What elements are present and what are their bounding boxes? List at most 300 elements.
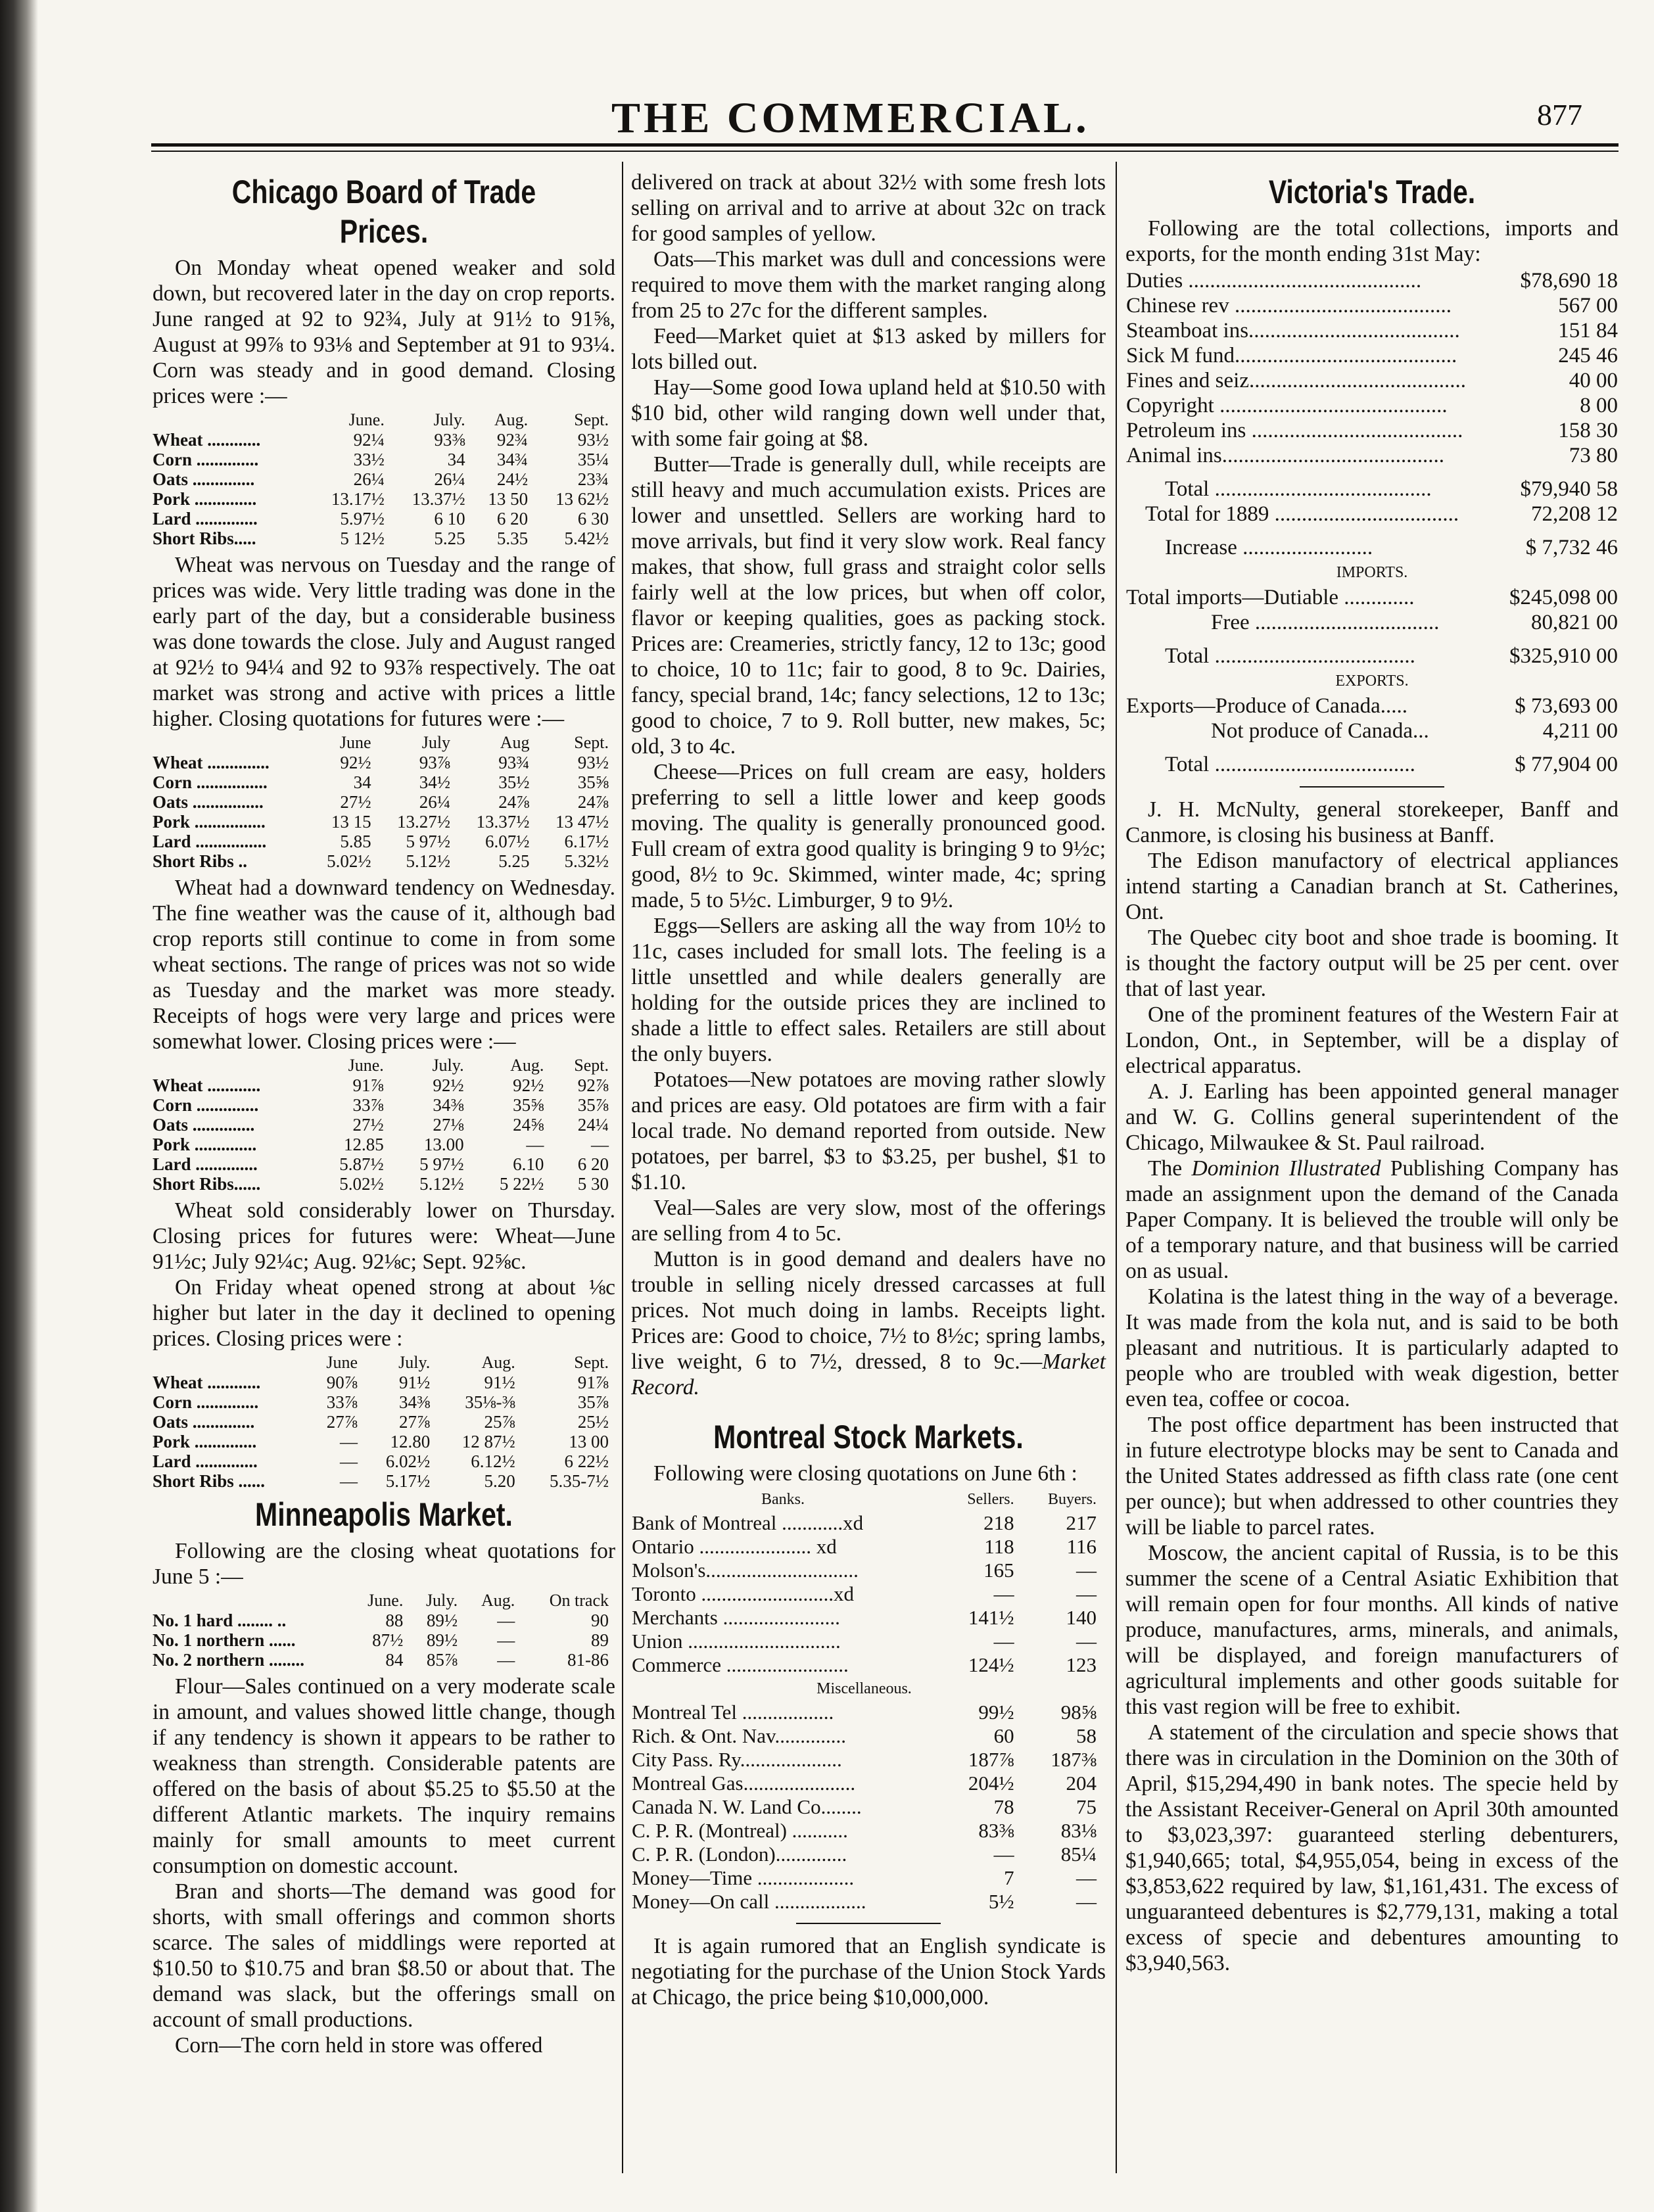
table-row	[1125, 368, 1619, 393]
col-header: July.	[425, 1591, 458, 1610]
victoria-heading: Victoria's Trade.	[1268, 174, 1476, 210]
price-cell: 92½	[340, 753, 371, 772]
price-cell: 23¾	[577, 469, 609, 489]
quote-cell: —	[1076, 1559, 1097, 1582]
quote-cell: 218	[983, 1511, 1014, 1534]
quote-cell: 118	[984, 1535, 1014, 1558]
col-header-banks: Banks.	[761, 1491, 805, 1508]
price-cell: 13 62½	[555, 489, 609, 509]
price-cell: 89	[591, 1630, 609, 1650]
news-note: Kolatina is the latest thing in the way of a beverage. It was made from the kola nut, and is said to be both pleasant and nutritious. It is particularly adapted to people who are troubled with weak digestion, better even tea, coffee or cocoa.	[1125, 1284, 1619, 1411]
table-row	[153, 1611, 615, 1630]
masthead: THE COMMERCIAL.	[611, 94, 1090, 142]
row-label: Short Ribs.....	[153, 529, 256, 548]
price-cell: 27⅞	[326, 1412, 358, 1432]
quote-cell: 85¼	[1060, 1843, 1097, 1866]
quote-cell: —	[993, 1582, 1014, 1605]
price-cell: 6 10	[434, 509, 465, 529]
price-cell: 5.25	[498, 851, 530, 871]
table-row	[153, 1630, 615, 1650]
increase-value: $ 7,732 46	[1525, 536, 1618, 559]
minneapolis-paragraph: Following are the closing wheat quotations for June 5 :—	[153, 1539, 615, 1589]
news-note: One of the prominent features of the Western Fair at London, Ont., in September, will be a display of electrical apparatus.	[1125, 1002, 1619, 1078]
price-cell: 6.10	[513, 1154, 544, 1174]
chicago-paragraph: Wheat sold considerably lower on Thursday. Closing prices for futures were: Wheat—June 91½c; July 92¼c; Aug. 92⅛c; Sept. 92⅝c.	[153, 1198, 615, 1274]
chicago-prices-table	[153, 1056, 615, 1194]
row-label: Corn ..............	[153, 450, 259, 469]
table-row	[153, 772, 615, 792]
news-note: The post office department has been instructed that in future electrotype blocks may be sent to Canada and the United States addressed as fifth class rate (one cent per ounce); but when addressed to other countries they will be liable to parcel rates.	[1125, 1413, 1619, 1540]
minneapolis-paragraph: Corn—The corn held in store was offered	[175, 2033, 543, 2058]
price-cell: 91⅞	[352, 1075, 384, 1095]
quote-cell: 124½	[968, 1653, 1014, 1676]
col-header: Sept.	[574, 410, 609, 429]
price-cell: 34⅜	[433, 1095, 464, 1115]
table-row	[631, 1748, 1106, 1772]
table-row	[1125, 418, 1619, 443]
market-paragraph: Eggs—Sellers are asking all the way from 10½ to 11c, cases included for small lots. The feeling is a little unsettled and while dealers generally are holding for the outside prices they are inclined to shade a little to effect sales. Retailers are still about the only buyers.	[631, 914, 1106, 1066]
price-cell: —	[497, 1611, 515, 1630]
price-cell: 5.32½	[564, 851, 609, 871]
table-row	[631, 1630, 1106, 1653]
news-note: J. H. McNulty, general storekeeper, Banff and Canmore, is closing his business at Banff.	[1125, 797, 1619, 847]
quote-cell: —	[993, 1630, 1014, 1653]
market-paragraph: delivered on track at about 32½ with some fresh lots selling on arrival and to arrive at about 32c on track for good samples of yellow.	[631, 170, 1106, 246]
row-label: Wheat ............	[153, 430, 261, 450]
quote-cell: 204½	[968, 1772, 1014, 1795]
price-cell: 5.12½	[406, 851, 451, 871]
price-cell: 93⅞	[419, 753, 451, 772]
price-cell: 5.85	[340, 832, 371, 851]
price-cell: 13 15	[331, 812, 371, 832]
price-cell: 5.42½	[564, 529, 609, 548]
row-label: No. 1 hard ........ ..	[153, 1611, 287, 1630]
col-header	[153, 410, 310, 430]
collection-label: Animal ins.........................................	[1126, 444, 1444, 467]
scan-edge-shadow	[0, 0, 38, 2212]
table-row	[153, 509, 615, 529]
price-cell: 93¾	[498, 753, 530, 772]
collection-value: 73 80	[1569, 444, 1618, 467]
table-row	[631, 1772, 1106, 1795]
row-label: Corn ..............	[153, 1392, 259, 1412]
stock-name: Merchants .......................	[632, 1606, 840, 1629]
col-header: June	[326, 1353, 358, 1372]
price-cell: 33½	[353, 450, 385, 469]
section-separator	[1300, 786, 1444, 788]
table-row	[631, 1866, 1106, 1890]
quote-cell: 7	[1004, 1866, 1014, 1889]
table-row	[153, 1135, 615, 1154]
price-cell: 5.17½	[385, 1471, 431, 1491]
price-cell: 35½	[498, 772, 530, 792]
row-label: Oats ..............	[153, 469, 255, 489]
chicago-paragraph: On Friday wheat opened strong at about ⅛c higher but later in the day it declined to opening prices. Closing prices were :	[153, 1275, 615, 1351]
stock-name: Canada N. W. Land Co........	[632, 1795, 862, 1818]
price-cell: 24⅝	[513, 1115, 544, 1135]
price-cell: 35⅝	[577, 772, 609, 792]
price-cell: —	[340, 1432, 358, 1451]
price-cell: 24⅞	[498, 792, 530, 812]
quote-cell: 165	[983, 1559, 1014, 1582]
row-label: No. 2 northern ........	[153, 1650, 304, 1670]
minneapolis-table	[153, 1591, 615, 1670]
price-cell: 13.37½	[476, 812, 530, 832]
price-cell: 34½	[419, 772, 451, 792]
price-cell: 89½	[426, 1611, 458, 1630]
price-cell: 24½	[496, 469, 529, 489]
price-cell: 92⅞	[577, 1075, 609, 1095]
section-separator	[796, 1923, 941, 1924]
price-cell: 93½	[577, 753, 609, 772]
collection-value: 151 84	[1558, 319, 1618, 342]
exports-not-canada-value: 4,211 00	[1542, 719, 1618, 743]
table-row	[1125, 268, 1619, 293]
table-row	[1125, 343, 1619, 368]
price-cell: 35⅞	[577, 1392, 609, 1412]
table-row	[153, 469, 615, 489]
col-header	[153, 1056, 310, 1075]
price-cell: —	[497, 1650, 515, 1670]
column-rule-1	[622, 162, 623, 2173]
chicago-heading: Chicago Board of Trade Prices.	[231, 174, 536, 250]
row-label: Short Ribs......	[153, 1174, 261, 1194]
price-cell: 5.35	[496, 529, 529, 548]
syndicate-note: It is again rumored that an English syndicate is negotiating for the purchase of the Union Stock Yards at Chicago, the price being $10,000,000.	[631, 1934, 1106, 2010]
header-rule-bottom	[151, 151, 1619, 152]
price-cell: 12 87½	[461, 1432, 515, 1451]
row-label: Short Ribs ..	[153, 851, 248, 871]
price-cell: 5 22½	[499, 1174, 544, 1194]
dominion-post: Publishing Company has made an assignment upon the demand of the Canada Paper Company. It is believed the trouble will only be of a temporary nature, and that business will be carried on as usual.	[1125, 1156, 1619, 1283]
price-cell: 35¼	[577, 450, 609, 469]
col-header: July.	[398, 1353, 431, 1372]
price-cell: 26¼	[353, 469, 385, 489]
table-row	[153, 1451, 615, 1471]
table-row	[631, 1819, 1106, 1843]
table-row	[153, 792, 615, 812]
table-row	[631, 1535, 1106, 1559]
table-row	[153, 1154, 615, 1174]
row-label: Oats ..............	[153, 1115, 255, 1135]
collection-value: 158 30	[1558, 419, 1618, 442]
table-row	[153, 753, 615, 772]
price-cell: 5.02½	[339, 1174, 384, 1194]
price-cell: 6.02½	[385, 1451, 431, 1471]
mutton-text: Mutton is in good demand and dealers have no trouble in selling nicely dressed carcasses at full prices. Not much doing in lambs. Receipts light. Prices are: Good to choice, 7½ to 8½c; spring lambs, live weight, 6 to 7½, dressed, 8 to 9c.—	[631, 1247, 1106, 1374]
imports-total-value: $325,910 00	[1509, 644, 1618, 668]
table-row	[631, 1724, 1106, 1748]
collection-label: Duties ...........................................	[1126, 269, 1422, 293]
table-row	[153, 1115, 615, 1135]
price-cell: 6.17½	[564, 832, 609, 851]
column-3	[1125, 170, 1619, 1976]
news-note: The Quebec city boot and shoe trade is booming. It is thought the factory output will be 25 per cent. over that of last year.	[1125, 926, 1619, 1001]
collection-label: Steamboat ins.......................................	[1126, 319, 1460, 342]
col-header: July.	[433, 410, 465, 429]
price-cell: 92¼	[353, 430, 385, 450]
table-row	[153, 1075, 615, 1095]
table-row	[631, 1843, 1106, 1866]
col-header: Aug.	[494, 410, 529, 429]
col-header-buyers: Buyers.	[1048, 1491, 1097, 1508]
chicago-paragraph: Wheat had a downward tendency on Wednesday. The fine weather was the cause of it, although bad crop reports still continue to come in from some wheat sections. The range of prices was not so wide as Tuesday and the market was more steady. Receipts of hogs were very large and prices were somewhat lower. Closing prices were :—	[153, 876, 615, 1054]
stock-name: Ontario ...................... xd	[632, 1535, 837, 1558]
col-header: Sept.	[574, 1056, 609, 1075]
col-header	[153, 1591, 350, 1611]
misc-label: Miscellaneous.	[816, 1680, 912, 1697]
total-value: $79,940 58	[1520, 477, 1618, 501]
price-cell: 5 97½	[406, 832, 451, 851]
row-label: Wheat ............	[153, 1373, 261, 1392]
quote-cell: 140	[1066, 1606, 1097, 1629]
exports-canada-label: Exports—Produce of Canada.....	[1126, 694, 1407, 718]
table-row	[153, 430, 615, 450]
row-label: Lard ................	[153, 832, 267, 851]
row-label: Oats ..............	[153, 1412, 255, 1432]
col-header: June.	[348, 1056, 384, 1075]
victoria-trade-table	[1125, 268, 1619, 777]
price-cell: 5 12½	[340, 529, 385, 548]
column-2	[631, 170, 1106, 2010]
table-row	[631, 1701, 1106, 1724]
row-label: Wheat ............	[153, 1075, 261, 1095]
table-row	[153, 812, 615, 832]
price-cell: 5.02½	[327, 851, 371, 871]
row-label: Corn ..............	[153, 1095, 259, 1115]
stock-name: C. P. R. (Montreal) ...........	[632, 1819, 848, 1842]
price-cell: 91½	[399, 1373, 431, 1392]
quote-cell: —	[1076, 1866, 1097, 1889]
dominion-note	[1125, 1156, 1619, 1284]
price-cell: —	[497, 1630, 515, 1650]
montreal-stock-table	[631, 1488, 1106, 1914]
price-cell: 6 20	[577, 1154, 609, 1174]
exports-not-canada-label: Not produce of Canada...	[1211, 719, 1429, 743]
collection-label: Sick M fund.........................................	[1126, 344, 1457, 367]
header-rule-top	[151, 143, 1619, 147]
imports-dutiable-value: $245,098 00	[1509, 586, 1618, 609]
price-cell: 92½	[433, 1075, 464, 1095]
row-label: Lard ..............	[153, 509, 258, 529]
table-row	[153, 450, 615, 469]
quote-cell: —	[1076, 1630, 1097, 1653]
total-1889-value: 72,208 12	[1531, 502, 1618, 526]
chicago-paragraph: On Monday wheat opened weaker and sold down, but recovered later in the day on crop reports. June ranged at 92 to 92¾, July at 91½ to 91⅝, August at 99⅞ to 93⅛ and September at 91 to 93¼. Corn was steady and in good demand. Closing prices were :—	[153, 256, 615, 408]
exports-total-value: $ 77,904 00	[1515, 753, 1618, 776]
table-row	[631, 1795, 1106, 1819]
row-label: Pork ................	[153, 812, 266, 832]
quote-cell: 123	[1066, 1653, 1097, 1676]
minneapolis-paragraph: Bran and shorts—The demand was good for shorts, with small offerings and common shorts scarce. The sales of middlings were reported at $10.50 to $10.75 and bran $8.50 or about that. The demand was slack, but the offerings small on account of small productions.	[153, 1879, 615, 2032]
price-cell: 5.97½	[340, 509, 385, 529]
price-cell: 88	[385, 1611, 404, 1630]
exports-label: EXPORTS.	[1335, 672, 1409, 690]
row-label: Lard ..............	[153, 1154, 258, 1174]
quote-cell: 60	[993, 1724, 1014, 1747]
row-label: Wheat ..............	[153, 753, 270, 772]
table-row	[1125, 393, 1619, 418]
quote-cell: 78	[993, 1795, 1014, 1818]
price-cell: 5.25	[434, 529, 465, 548]
price-cell: 35⅞	[577, 1095, 609, 1115]
row-label: Pork ..............	[153, 1432, 257, 1451]
price-cell: 93⅜	[434, 430, 465, 450]
col-header	[153, 733, 310, 753]
chicago-paragraph: Wheat was nervous on Tuesday and the range of prices was wide. Very little trading was done in the early part of the day, but a considerable business was done towards the close. July and August ranged at 92½ to 94¼ and 92 to 93⅞ respectively. The oat market was strong and active with prices a little higher. Closing quotations for futures were :—	[153, 553, 615, 731]
increase-label: Increase ........................	[1165, 536, 1373, 559]
price-cell: 5 30	[577, 1174, 609, 1194]
table-row	[153, 1392, 615, 1412]
table-row	[153, 1471, 615, 1491]
news-note: A statement of the circulation and specie shows that there was in circulation in the Dominion on the 30th of April, $15,294,490 in bank notes. The specie held by the Assistant Receiver-General on April 30th amounted to $3,023,397: guaranteed sterling debenturers, $1,940,665; total, $4,955,054, being in excess of the $3,853,622 required by law, $1,161,431. The excess of unguaranteed debentures is $2,779,131, making a total excess of specie and debentures amounting to $3,940,563.	[1125, 1720, 1619, 1975]
price-cell: 6 22½	[564, 1451, 609, 1471]
market-paragraph: Feed—Market quiet at $13 asked by millers for lots billed out.	[631, 324, 1106, 374]
collection-value: 40 00	[1569, 369, 1618, 392]
stock-name: Molson's..............................	[632, 1559, 859, 1582]
stock-name: Union ..............................	[632, 1630, 841, 1653]
table-row	[631, 1606, 1106, 1630]
col-header	[153, 1353, 310, 1373]
market-paragraph: Veal—Sales are very slow, most of the offerings are selling from 4 to 5c.	[631, 1196, 1106, 1246]
montreal-heading: Montreal Stock Markets.	[713, 1419, 1024, 1455]
price-cell: 13.00	[423, 1135, 464, 1154]
exports-canada-value: $ 73,693 00	[1515, 694, 1618, 718]
collection-value: 567 00	[1558, 294, 1618, 318]
col-header: June	[339, 733, 371, 752]
price-cell: 34¾	[496, 450, 529, 469]
table-row	[153, 851, 615, 871]
price-cell: 33⅞	[326, 1392, 358, 1412]
chicago-prices-table	[153, 410, 615, 548]
price-cell: 26¼	[419, 792, 451, 812]
table-row	[631, 1511, 1106, 1535]
price-cell: 27⅛	[433, 1115, 464, 1135]
price-cell: 35⅝	[513, 1095, 544, 1115]
stock-name: Montreal Gas......................	[632, 1772, 856, 1795]
price-cell: 91⅞	[577, 1373, 609, 1392]
price-cell: 90	[591, 1611, 609, 1630]
total-1889-label: Total for 1889 ..................................	[1145, 502, 1459, 526]
minneapolis-paragraph: Flour—Sales continued on a very moderate scale in amount, and values showed little change, though if any tendency is shown it appears to be rather to weakness than strength. Considerable patents are offered on the basis of about $5.25 to $5.50 at the different Atlantic markets. The inquiry remains mainly for small amounts to meet current consumption on domestic account.	[153, 1674, 615, 1878]
col-header: July.	[432, 1056, 464, 1075]
table-row	[631, 1582, 1106, 1606]
column-1	[153, 170, 615, 2058]
price-cell: 13.27½	[397, 812, 451, 832]
quote-cell: 99½	[978, 1701, 1014, 1724]
table-row	[1125, 293, 1619, 318]
price-cell: 13 50	[488, 489, 529, 509]
price-cell: —	[591, 1135, 609, 1154]
price-cell: 13.37½	[412, 489, 465, 509]
market-paragraph: Oats—This market was dull and concessions were required to move them with the market ranging along from 25 to 27c for the different samples.	[631, 247, 1106, 323]
price-cell: 25½	[577, 1412, 609, 1432]
quote-cell: 83⅜	[978, 1819, 1014, 1842]
victoria-intro: Following are the total collections, imports and exports, for the month ending 31st May:	[1125, 216, 1619, 266]
market-paragraph: Potatoes—New potatoes are moving rather slowly and prices are easy. Old potatoes are firm with a fair local trade. No demand reported from outside. New potatoes, per barrel, $3 to $3.25, per bushel, $1 to $1.10.	[631, 1068, 1106, 1194]
price-cell: 12.80	[390, 1432, 431, 1451]
collection-value: 8 00	[1580, 394, 1618, 417]
stock-name: C. P. R. (London)..............	[632, 1843, 847, 1866]
quote-cell: 75	[1076, 1795, 1097, 1818]
imports-dutiable-label: Total imports—Dutiable .............	[1126, 586, 1415, 609]
market-paragraph	[631, 1246, 1106, 1400]
stock-name: Rich. & Ont. Nav..............	[632, 1724, 847, 1747]
news-note: Moscow, the ancient capital of Russia, is to be this summer the scene of a Central Asiatic Exhibition that will remain open for four months. All kinds of native produce, manufactures, arms, minerals, and animals, will be displayed, and foreign manufacturers of agricultural implements and other goods suitable for this vast region will be free to exhibit.	[1125, 1541, 1619, 1719]
row-label: Corn ................	[153, 772, 268, 792]
col-header: July	[421, 733, 451, 752]
quote-cell: 204	[1066, 1772, 1097, 1795]
price-cell: 35⅛-⅜	[465, 1392, 515, 1412]
chicago-prices-table	[153, 733, 615, 871]
row-label: No. 1 northern ......	[153, 1630, 296, 1650]
table-row	[153, 1650, 615, 1670]
collection-value: $78,690 18	[1520, 269, 1618, 293]
table-row	[1125, 318, 1619, 343]
stock-name: Bank of Montreal ............xd	[632, 1511, 864, 1534]
dominion-pre: The	[1148, 1156, 1192, 1181]
column-rule-2	[1116, 162, 1117, 2173]
row-label: Short Ribs ......	[153, 1471, 266, 1491]
price-cell: 13 47½	[555, 812, 609, 832]
price-cell: 81-86	[567, 1650, 609, 1670]
imports-free-value: 80,821 00	[1531, 611, 1618, 634]
table-row	[1125, 443, 1619, 468]
price-cell: 34⅜	[399, 1392, 431, 1412]
price-cell: 25⅞	[484, 1412, 515, 1432]
quote-cell: 187⅜	[1051, 1748, 1097, 1771]
price-cell: 26¼	[434, 469, 465, 489]
table-row	[153, 529, 615, 548]
quote-cell: 217	[1066, 1511, 1097, 1534]
col-header-sellers: Sellers.	[967, 1491, 1014, 1508]
price-cell: 89½	[426, 1630, 458, 1650]
imports-free-label: Free ..................................	[1211, 611, 1440, 634]
row-label: Lard ..............	[153, 1451, 258, 1471]
imports-label: IMPORTS.	[1336, 564, 1408, 581]
market-source: Market Record.	[631, 1350, 1106, 1400]
stock-name: City Pass. Ry....................	[632, 1748, 842, 1771]
price-cell: 33⅞	[352, 1095, 384, 1115]
price-cell: 13.17½	[331, 489, 385, 509]
price-cell: 27½	[340, 792, 371, 812]
price-cell: 93½	[577, 430, 609, 450]
table-row	[153, 1432, 615, 1451]
price-cell: 6 20	[496, 509, 529, 529]
page-number: 877	[1537, 98, 1582, 131]
price-cell: 92½	[513, 1075, 544, 1095]
price-cell: 5.87½	[339, 1154, 384, 1174]
total-label: Total ........................................	[1165, 477, 1432, 501]
table-row	[153, 1095, 615, 1115]
price-cell: —	[340, 1471, 358, 1491]
montreal-intro: Following were closing quotations on June 6th :	[653, 1461, 1077, 1486]
stock-name: Money—Time ...................	[632, 1866, 855, 1889]
collection-value: 245 46	[1558, 344, 1618, 367]
news-note: A. J. Earling has been appointed general manager and W. G. Collins general superintendent of the Chicago, Milwaukee & St. Paul railroad.	[1125, 1079, 1619, 1155]
table-row	[153, 1373, 615, 1392]
price-cell: 34	[447, 450, 465, 469]
imports-total-label: Total .....................................	[1165, 644, 1415, 668]
price-cell: 27⅞	[399, 1412, 431, 1432]
quote-cell: 83⅛	[1060, 1819, 1097, 1842]
quote-cell: —	[1076, 1582, 1097, 1605]
price-cell: 85⅞	[426, 1650, 458, 1670]
col-header: Aug.	[510, 1056, 544, 1075]
price-cell: 5 97½	[419, 1154, 464, 1174]
col-header: June.	[348, 410, 385, 429]
row-label: Pork ..............	[153, 1135, 257, 1154]
